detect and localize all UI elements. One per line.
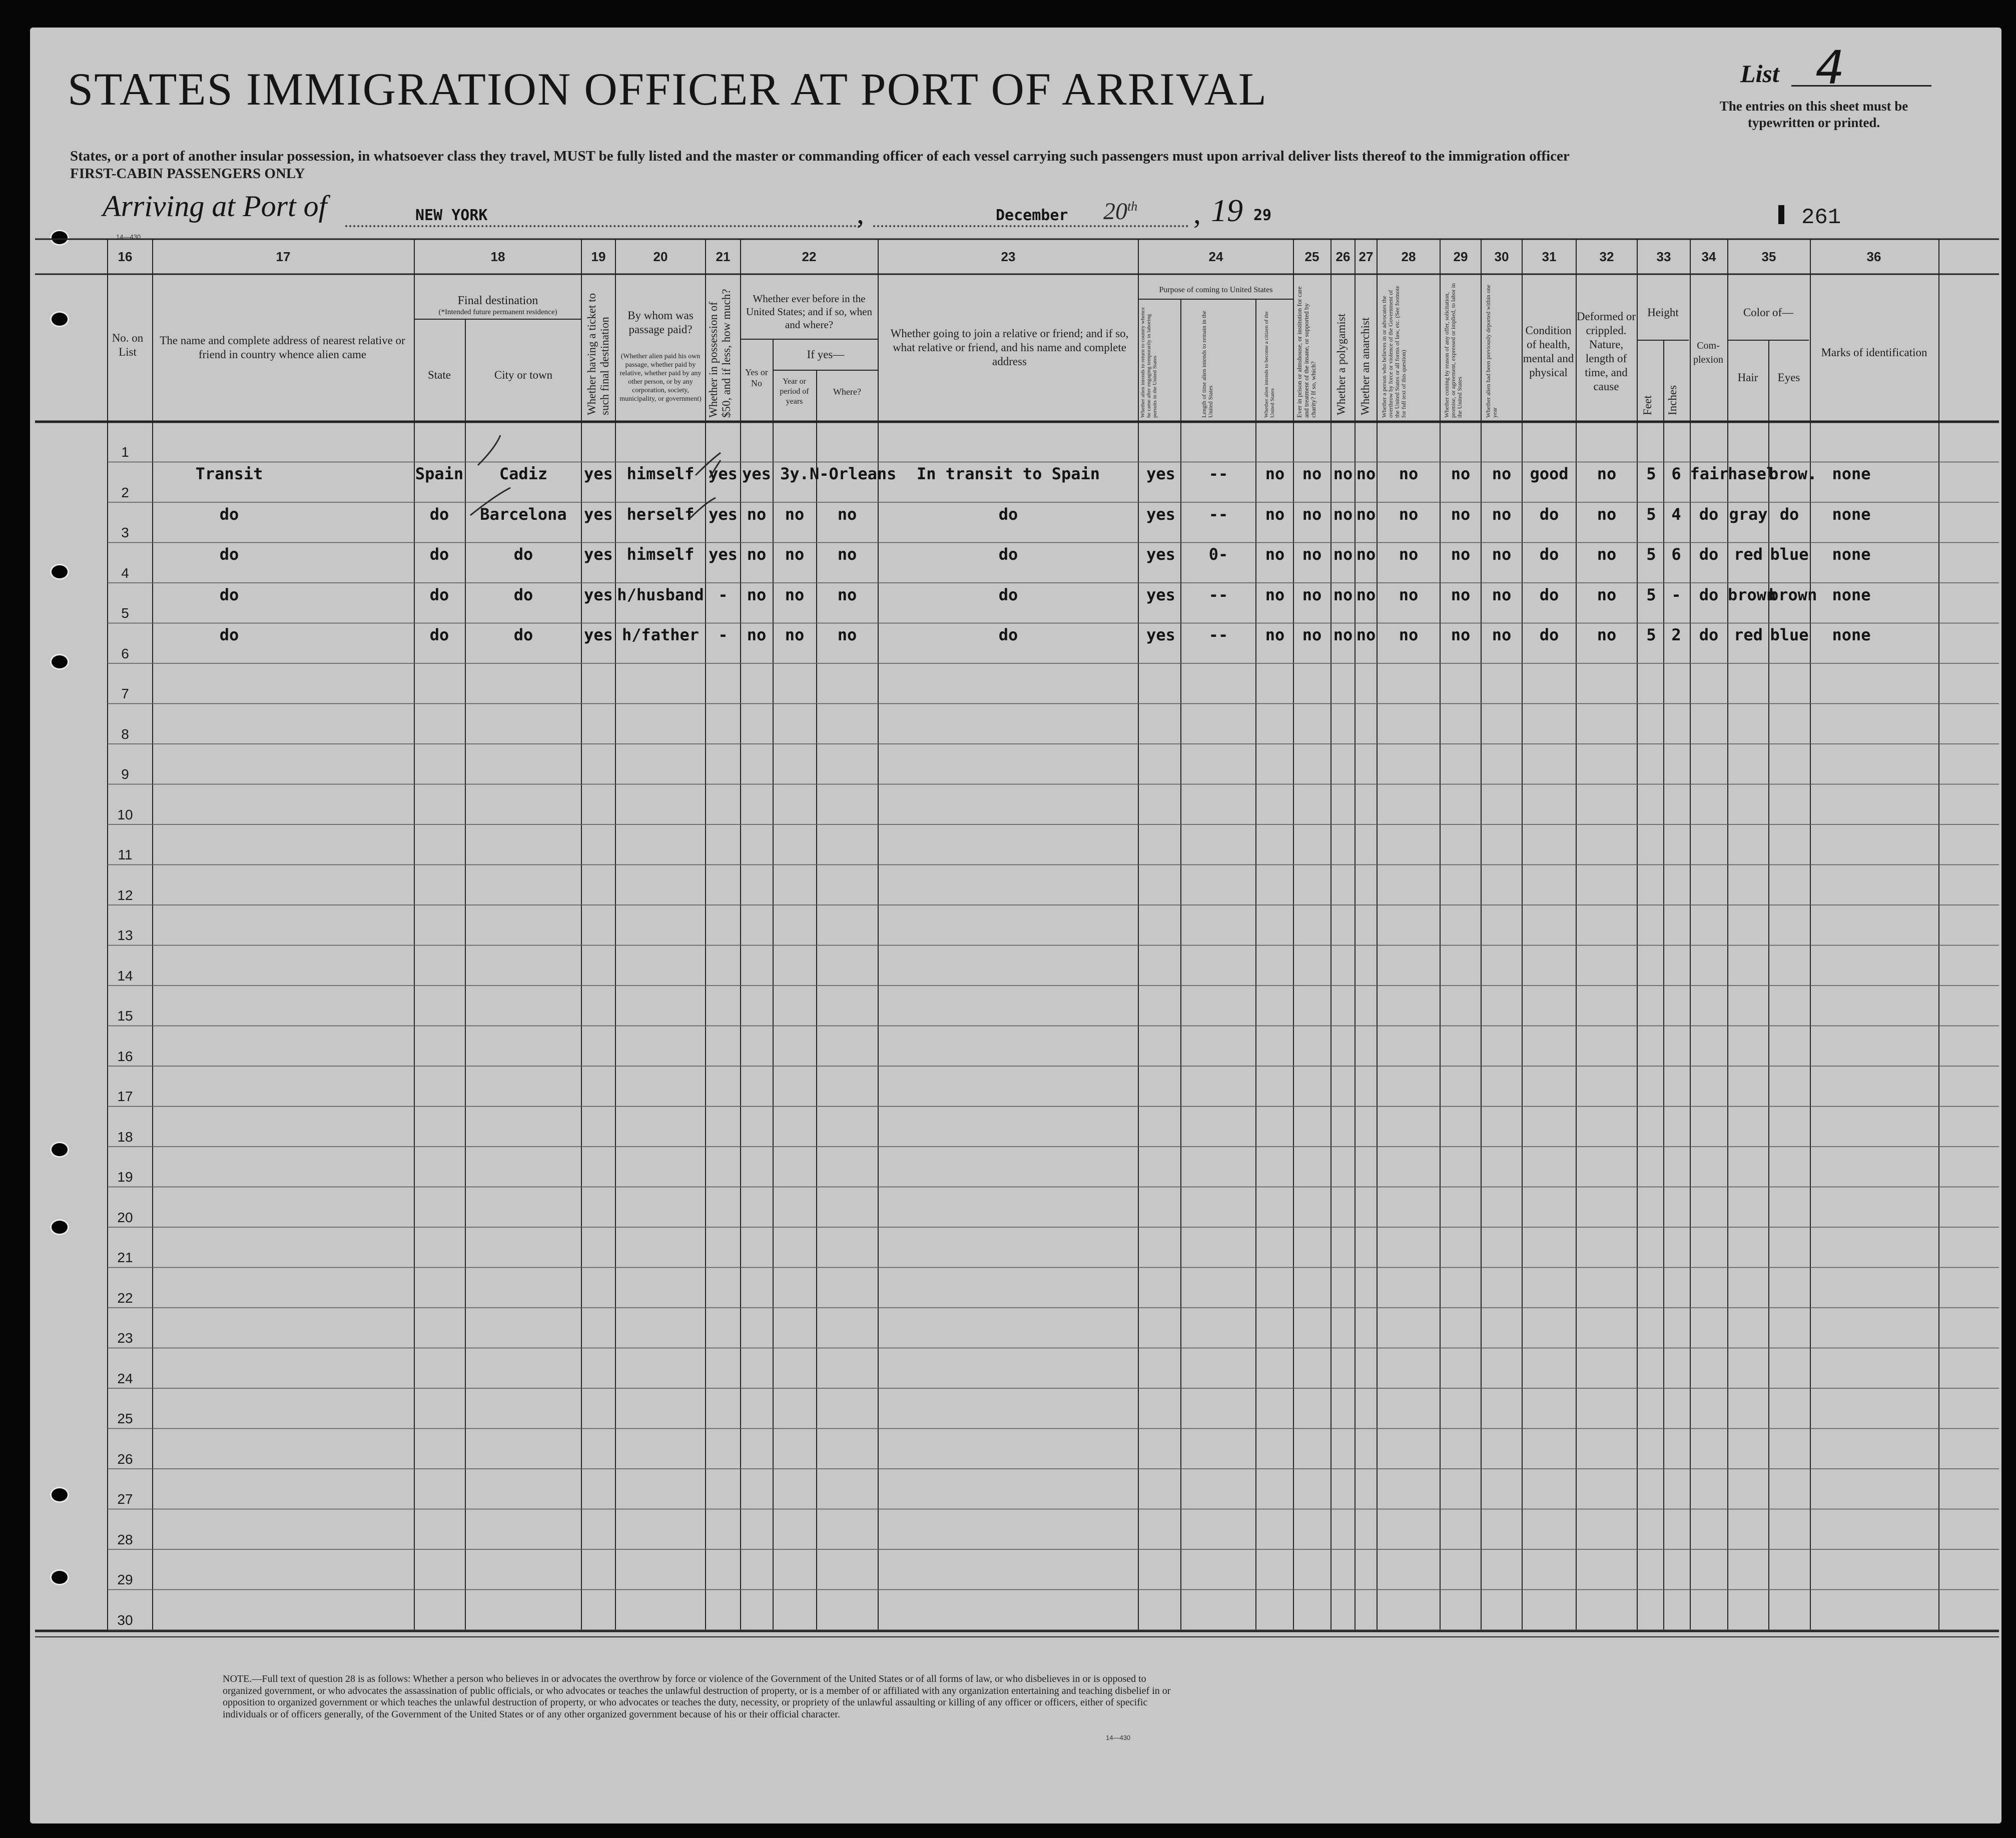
column-number: 31 [1542,249,1557,264]
cell-state: do [429,585,449,604]
cell-p-return: yes [1146,625,1175,644]
cell-deported: no [1492,585,1512,604]
cell-complexion: do [1699,504,1719,524]
list-number: 4 [1815,41,1845,95]
cell-marks: none [1832,464,1871,483]
cell-state: do [429,504,449,524]
cell-inches: - [1671,585,1681,604]
column-number: 18 [490,249,505,264]
cell-years: no [785,545,805,564]
cell-years: no [785,625,805,644]
row-number: 17 [117,1089,133,1104]
cell-overthrow: no [1399,545,1419,564]
cell-prison: no [1302,545,1322,564]
cell-paid-by: h/father [621,625,700,644]
row-number: 13 [117,928,133,943]
row-number: 21 [117,1250,133,1265]
cell-paid-by: herself [626,504,695,524]
cell-where: N-Orleans [810,464,897,483]
column-number: 22 [802,249,817,264]
header-by-whom: By whom was passage paid? [627,309,694,336]
cell-p-return: yes [1146,545,1175,564]
row-number: 3 [121,525,129,540]
cell-ever: no [747,585,767,604]
cell-offer: no [1451,504,1471,524]
cell-complexion: do [1699,545,1719,564]
cell-hair: brown [1728,585,1776,604]
cell-offer: no [1451,585,1471,604]
cell-ever: no [747,545,767,564]
header-polygamist: Whether a polygamist [1335,313,1348,415]
cell-fifty: yes [709,464,738,483]
header-anarchist: Whether an anarchist [1359,317,1372,415]
arriving-label: Arriving at Port of [103,190,327,223]
comma: , [857,197,864,230]
cell-health: good [1530,464,1569,483]
header-yes-or-no: Yes or No [745,367,768,388]
cell-polygamist: no [1333,585,1353,604]
row-number: 27 [117,1491,133,1507]
row-number: 5 [121,605,129,621]
column-number: 36 [1866,249,1881,264]
cell-prison: no [1302,625,1322,644]
row-number: 9 [121,766,129,782]
header-state: State [428,369,451,381]
cell-ticket: yes [584,464,613,483]
cell-relative: do [219,625,239,644]
header-offer: Whether coming by reason of any offer, solicitation, promise, or agreement, expressed or implied, to labor in the United States [1443,283,1463,418]
cell-marks: none [1832,545,1871,564]
cell-joining: do [998,625,1018,644]
cell-anarchist: no [1356,585,1376,604]
row-number: 22 [117,1290,133,1306]
cell-p-citizen: no [1265,504,1285,524]
header-inches: Inches [1666,385,1679,415]
cell-deported: no [1492,504,1512,524]
instructions-line: States, or a port of another insular possession, in whatsoever class they travel, MUST be fully listed and the master or commanding officer of each vessel carrying such passengers must upon arrival deliver lists thereof to the immigration officer [70,148,1570,164]
day-number: 20 [1103,198,1127,225]
cell-anarchist: no [1356,545,1376,564]
cell-relative: do [219,504,239,524]
cell-marks: none [1832,585,1871,604]
row-number: 25 [117,1411,133,1426]
cell-health: do [1539,625,1559,644]
header-where: Where? [833,386,861,397]
column-number: 21 [716,249,731,264]
cell-where: no [837,504,857,524]
cell-hair: gray [1729,504,1768,524]
column-number: 25 [1304,249,1319,264]
cell-joining: do [998,585,1018,604]
header-relative-address: The name and complete address of nearest relative or friend in country whence alien came [160,334,405,361]
cell-p-return: yes [1146,585,1175,604]
cell-city: do [513,545,533,564]
cell-fifty: yes [709,504,738,524]
header-marks: Marks of identification [1821,346,1927,359]
cell-deported: no [1492,625,1512,644]
cell-health: do [1539,545,1559,564]
cell-feet: 5 [1646,504,1656,524]
cell-anarchist: no [1356,504,1376,524]
cell-ticket: yes [584,625,613,644]
port-value: NEW YORK [415,207,488,224]
cell-where: no [837,585,857,604]
header-deformed: Deformed or crippled. Nature, length of time, and cause [1576,310,1636,393]
cell-inches: 4 [1671,504,1681,524]
cell-polygamist: no [1333,464,1353,483]
cell-p-return: yes [1146,464,1175,483]
cell-p-length: -- [1208,585,1228,604]
day-suffix: th [1127,199,1138,214]
cell-overthrow: no [1399,625,1419,644]
header-health: Condition of health, mental and physical [1523,324,1574,379]
cell-years: no [785,504,805,524]
cell-ticket: yes [584,585,613,604]
header-if-yes: If yes— [807,348,845,361]
header-prison: Ever in prison or almshouse, or institution for care and treatment of the insane, or supported by charity? If so, which? [1295,286,1317,418]
cell-fifty: - [718,625,728,644]
cell-deported: no [1492,464,1512,483]
cell-p-citizen: no [1265,464,1285,483]
typewritten-notice: The entries on this sheet must be typewritten or printed. [1719,99,1908,130]
header-ticket: Whether having a ticket to such final destination [585,293,611,415]
cell-hair: red [1734,625,1763,644]
cell-deformed: no [1597,625,1617,644]
row-number: 11 [118,847,133,862]
column-number: 16 [118,249,133,264]
column-number: 17 [276,249,291,264]
cell-relative: do [219,585,239,604]
cell-paid-by: himself [626,545,695,564]
cell-where: no [837,625,857,644]
cell-joining: In transit to Spain [916,464,1100,483]
header-no-on-list: No. on List [112,332,144,358]
cell-feet: 5 [1646,625,1656,644]
cell-state: do [429,545,449,564]
cell-where: no [837,545,857,564]
year-prefix: 19 [1211,193,1243,228]
row-number: 23 [117,1330,133,1346]
column-number: 29 [1453,249,1468,264]
cell-fifty: - [718,585,728,604]
cell-ever: no [747,504,767,524]
row-number: 8 [121,726,129,742]
cell-joining: do [998,504,1018,524]
month-value: December [996,207,1068,224]
row-number: 2 [121,484,129,500]
header-final-destination: Final destination [457,294,538,307]
cell-state: do [429,625,449,644]
cell-inches: 6 [1671,464,1681,483]
cell-city: Cadiz [499,464,548,483]
row-number: 19 [117,1169,133,1185]
row-number: 1 [121,444,129,460]
cell-polygamist: no [1333,504,1353,524]
cell-health: do [1539,585,1559,604]
column-number: 27 [1359,249,1374,264]
row-number: 20 [117,1209,133,1225]
header-ever-before: Whether ever before in the United States; and if so, when and where? [746,292,872,331]
cell-deformed: no [1597,545,1617,564]
cell-prison: no [1302,464,1322,483]
cell-feet: 5 [1646,585,1656,604]
cell-complexion: fair [1690,464,1729,483]
cell-city: do [513,585,533,604]
cell-offer: no [1451,625,1471,644]
cell-anarchist: no [1356,464,1376,483]
cell-health: do [1539,504,1559,524]
cell-overthrow: no [1399,504,1419,524]
column-number: 35 [1761,249,1776,264]
row-number: 24 [117,1370,133,1386]
cell-years: no [785,585,805,604]
cell-complexion: do [1699,625,1719,644]
cell-inches: 6 [1671,545,1681,564]
header-complexion: Com- plexion [1693,340,1723,365]
header-purpose-length: Length of time alien intends to remain in the United States [1200,311,1214,418]
cell-p-length: -- [1208,625,1228,644]
header-city: City or town [494,369,553,381]
cell-city: do [513,625,533,644]
cell-hair: red [1734,545,1763,564]
row-number: 28 [117,1531,133,1547]
column-number: 32 [1599,249,1614,264]
cell-city: Barcelona [480,504,567,524]
form-number-bottom: 14—430 [1106,1734,1131,1741]
header-possession: Whether in possession of $50, and if less, how much? [707,289,733,418]
cell-deformed: no [1597,464,1617,483]
first-cabin-notice: FIRST-CABIN PASSENGERS ONLY [70,166,305,182]
header-by-whom-sub: (Whether alien paid his own passage, whether paid by relative, whether paid by any other person, or by any corporation, society, municipality, or government) [619,353,702,403]
cell-eyes: brown [1769,585,1817,604]
cell-prison: no [1302,504,1322,524]
cell-polygamist: no [1333,625,1353,644]
cell-offer: no [1451,545,1471,564]
column-number: 24 [1208,249,1223,264]
row-number: 12 [117,887,133,903]
cell-eyes: blue [1770,625,1809,644]
header-overthrow: Whether a person who believes in or advocates the overthrow by force or violence of the Government of the United States or all forms of law, etc. (See footnote for full text of this question) [1381,286,1407,418]
cell-relative: do [219,545,239,564]
header-purpose-citizen: Whether alien intends to become a citizen of the United States [1263,311,1275,418]
row-number: 29 [117,1572,133,1587]
cell-relative: Transit [195,464,263,483]
cell-complexion: do [1699,585,1719,604]
cell-p-length: -- [1208,464,1228,483]
cell-anarchist: no [1356,625,1376,644]
row-number: 14 [117,968,133,984]
cell-fifty: yes [709,545,738,564]
cell-deformed: no [1597,504,1617,524]
comma: , [1193,197,1201,230]
row-number: 6 [121,645,129,661]
cell-p-citizen: no [1265,625,1285,644]
row-number: 16 [117,1048,133,1064]
cell-ticket: yes [584,504,613,524]
cell-overthrow: no [1399,464,1419,483]
cell-state: Spain [415,464,464,483]
cell-p-citizen: no [1265,545,1285,564]
cell-ticket: yes [584,545,613,564]
form-number: 14—430 [116,233,141,241]
footnote: NOTE.—Full text of question 28 is as follows: Whether a person who believes in or advocates the overthrow by force or violence of the Government of the United States or of all forms of law, or who disbelieves in or is opposed to organized government, or who advocates the assassination of public officials, or who advocates or teaches the unlawful destruction of property, or is a member of or affiliated with any organization entertaining and teaching disbelief in or opposition to organized government or which teaches the unlawful destruction of property, or who advocates or teaches the duty, necessity, or propriety of the unlawful assaulting or killing of any officer or officers, either of specific individuals or of officers generally, of the Government of the United States or of any other organized government because of his or their official character. [223,1673,1171,1720]
cell-p-return: yes [1146,504,1175,524]
header-year-period: Year or period of years [780,377,809,406]
cell-p-citizen: no [1265,585,1285,604]
header-color-of: Color of— [1743,306,1794,319]
cell-feet: 5 [1646,545,1656,564]
column-number: 28 [1401,249,1416,264]
header-joining: Whether going to join a relative or friend; and if so, what relative or friend, and his name and complete address [890,327,1129,368]
cell-hair: hasel [1728,464,1776,483]
row-number: 26 [117,1451,133,1467]
row-number: 10 [117,806,133,822]
column-number: 19 [591,249,606,264]
cell-eyes: brow. [1769,464,1817,483]
header-final-destination-sub: (*Intended future permanent residence) [438,308,557,316]
cell-ever: no [747,625,767,644]
row-number: 30 [117,1612,133,1628]
cell-paid-by: himself [626,464,695,483]
column-number: 34 [1701,249,1716,264]
row-number: 7 [121,686,129,701]
cell-years: 3y. [780,464,809,483]
header-height: Height [1647,306,1679,319]
header-eyes: Eyes [1777,371,1800,384]
year-suffix: 29 [1253,207,1272,224]
column-number: 20 [653,249,668,264]
header-hair: Hair [1737,371,1758,384]
cell-overthrow: no [1399,585,1419,604]
column-number: 33 [1656,249,1671,264]
header-purpose-return: Whether alien intends to return to country whence he came after engaging temporarily in laboring pursuits in the United States [1140,307,1158,418]
header-deported: Whether alien had been previously deported within one year [1485,284,1498,418]
cell-p-length: -- [1208,504,1228,524]
cell-offer: no [1451,464,1471,483]
sheet-number: 261 [1801,205,1841,230]
list-label: List [1740,60,1779,88]
page-title: STATES IMMIGRATION OFFICER AT PORT OF ARRIVAL [68,64,1267,115]
row-number: 18 [117,1129,133,1145]
cell-feet: 5 [1646,464,1656,483]
cell-prison: no [1302,585,1322,604]
cell-deported: no [1492,545,1512,564]
cell-marks: none [1832,504,1871,524]
cell-deformed: no [1597,585,1617,604]
header-purpose: Purpose of coming to United States [1159,286,1273,294]
cell-joining: do [998,545,1018,564]
column-number: 23 [1001,249,1016,264]
cell-p-length: 0- [1208,545,1228,564]
column-number: 26 [1335,249,1351,264]
cell-paid-by: h/husband [617,585,704,604]
cell-ever: yes [742,464,771,483]
cell-inches: 2 [1671,625,1681,644]
column-number: 30 [1494,249,1509,264]
cell-polygamist: no [1333,545,1353,564]
row-number: 15 [117,1008,133,1024]
row-number: 4 [121,565,129,581]
header-feet: Feet [1641,395,1654,415]
cell-marks: none [1832,625,1871,644]
cell-eyes: blue [1770,545,1809,564]
cell-eyes: do [1779,504,1799,524]
